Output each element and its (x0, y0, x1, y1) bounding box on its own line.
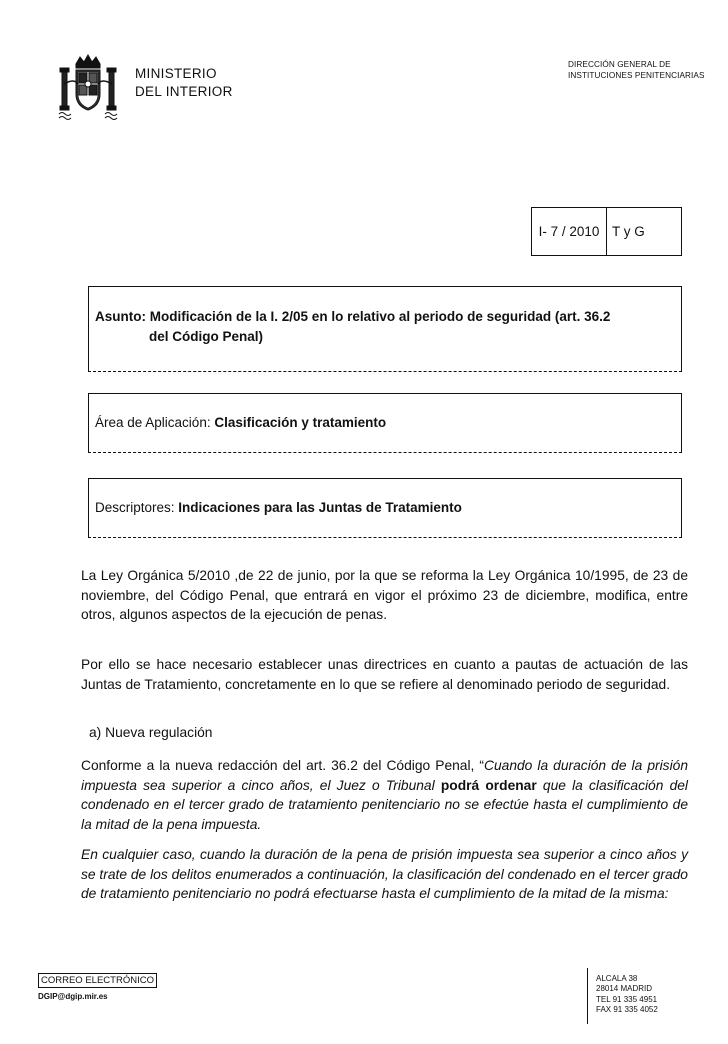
address-line-1: ALCALA 38 (596, 974, 638, 983)
footer-divider (587, 968, 588, 1024)
application-area (95, 413, 386, 433)
fax-number: FAX 91 335 4052 (596, 1005, 658, 1014)
paragraph-3-intro: Conforme a la nueva redacción del art. 36.2 del Código Penal, “ (81, 758, 485, 773)
ministry-name-line-2: DEL INTERIOR (135, 84, 233, 99)
subject-line-1 (95, 307, 610, 327)
subject-label: Asunto: (95, 309, 146, 324)
application-area-value: Clasificación y tratamiento (214, 415, 387, 430)
section-heading: a) Nueva regulación (89, 725, 213, 740)
paragraph-4: En cualquier caso, cuando la duración de la pena de prisión impuesta sea superior a cinco años y se trate de los delitos enumerados a continuación, la clasificación del condenado en el tercer grado de tratamiento penitenciario no podrá efectuarse hasta el cumplimiento de la mitad de la misma: (81, 847, 688, 901)
descriptors (95, 498, 462, 518)
address-line-2: 28014 MADRID (596, 984, 653, 993)
subject-text-2: del Código Penal) (149, 329, 264, 344)
email-address[interactable]: DGIP@dgip.mir.es (38, 992, 108, 1001)
email-label: CORREO ELECTRÓNICO (38, 973, 157, 988)
subject-box (88, 286, 682, 372)
reference-tag: T y G (612, 224, 645, 239)
phone-number: TEL 91 335 4951 (596, 995, 658, 1004)
ministry-name-line-1: MINISTERIO (135, 66, 217, 81)
descriptors-label: Descriptores: (95, 500, 175, 515)
paragraph-3-emphasis: podrá ordenar (440, 777, 537, 793)
descriptors-box (88, 478, 682, 538)
paragraph-3 (81, 756, 688, 834)
application-area-label: Área de Aplicación: (95, 415, 211, 430)
paragraph-3-quote-1: Cuando la duración de la prisión impuesta sea superior a cinco años, el Juez o Tribunal (81, 758, 688, 793)
directorate-line-2: INSTITUCIONES PENITENCIARIAS (568, 71, 705, 80)
paragraph-2: Por ello se hace necesario establecer unas directrices en cuanto a pautas de actuación de las Juntas de Tratamiento, concretamente en lo que se refiere al denominado periodo de seguridad. (81, 657, 688, 692)
application-area-box (88, 393, 682, 453)
directorate-line-1: DIRECCIÓN GENERAL DE (568, 60, 671, 69)
coat-of-arms-logo (58, 54, 118, 120)
paragraph-3-quote-2: que la clasificación del condenado en el tercer grado de tratamiento penitenciario no se efectúe hasta el cumplimiento de la mitad de la pena impuesta. (81, 777, 688, 832)
paragraph-1: La Ley Orgánica 5/2010 ,de 22 de junio, por la que se reforma la Ley Orgánica 10/1995, de 23 de noviembre, del Código Penal, que entrará en vigor el próximo 23 de diciembre, modifica, entre otros, algunos aspectos de la ejecución de penas. (81, 568, 688, 622)
reference-box (531, 207, 682, 256)
subject-text-1: Modificación de la I. 2/05 en lo relativo al periodo de seguridad (art. 36.2 (149, 309, 611, 324)
descriptors-value: Indicaciones para las Juntas de Tratamiento (178, 500, 462, 515)
reference-code: I- 7 / 2010 (532, 208, 607, 255)
